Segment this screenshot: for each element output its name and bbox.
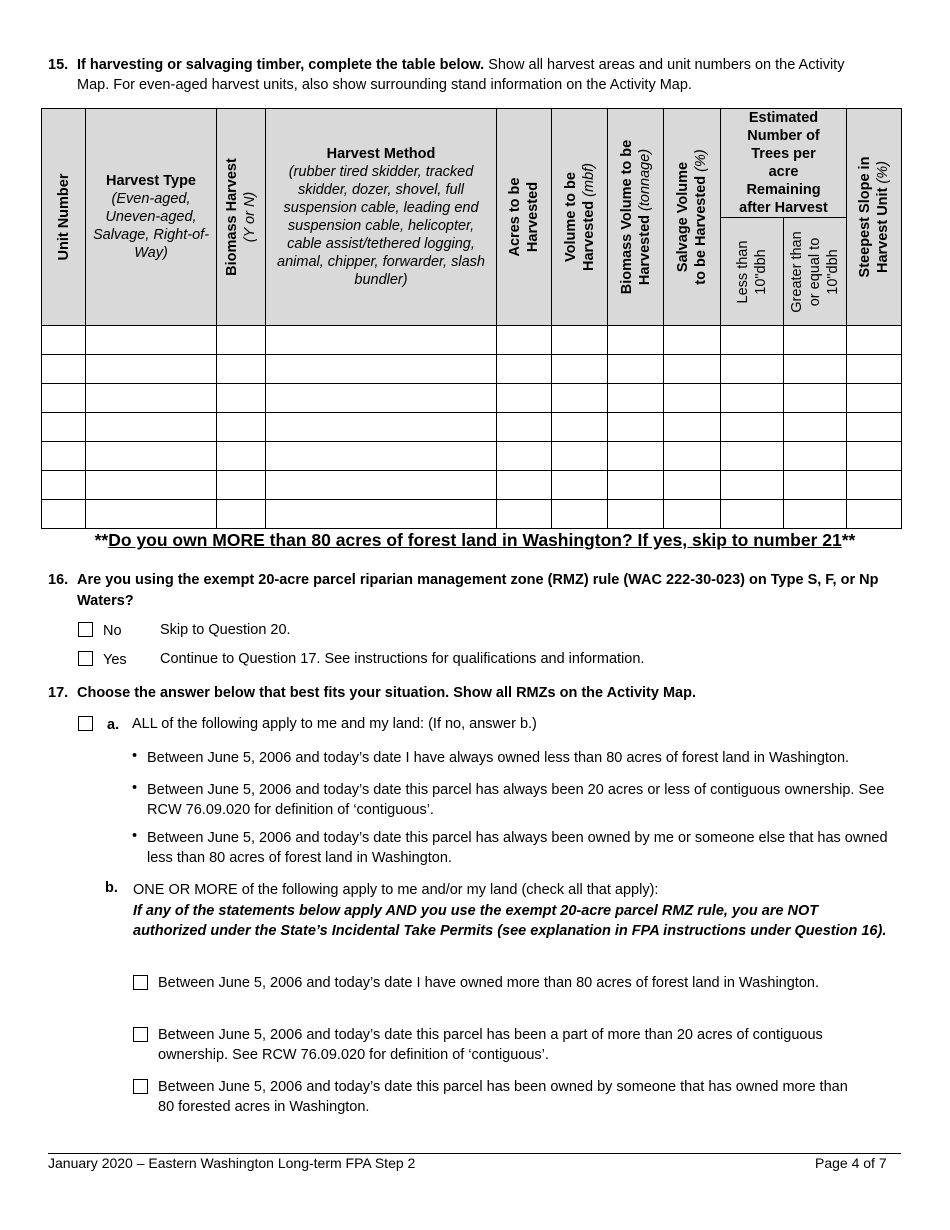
table-cell[interactable] [721,500,784,529]
table-cell[interactable] [42,413,86,442]
table-cell[interactable] [497,413,552,442]
table-cell[interactable] [608,326,664,355]
table-cell[interactable] [42,500,86,529]
q16-yes-checkbox[interactable] [78,651,93,666]
table-cell[interactable] [266,500,497,529]
table-cell[interactable] [266,326,497,355]
table-cell[interactable] [608,442,664,471]
col-trees-remaining: Estimated Number of Trees per acre Remaining after Harvest [721,109,847,218]
table-cell[interactable] [266,384,497,413]
table-cell[interactable] [608,500,664,529]
table-cell[interactable] [86,413,217,442]
question-15-text: Show all harvest areas and unit numbers on the Activity Map. For even-aged harvest units, also show surrounding stand information on the Activity Map. [77,57,845,93]
table-cell[interactable] [552,471,608,500]
q16-yes-option[interactable]: Yes [78,651,127,668]
q17-a-bullet: • Between June 5, 2006 and today’s date this parcel has always been owned by me or someone else that has owned less than 80 acres of forest land in Washington. [132,828,888,866]
table-cell[interactable] [664,355,721,384]
table-cell[interactable] [721,384,784,413]
table-cell[interactable] [552,500,608,529]
table-cell[interactable] [552,442,608,471]
q17-b-option[interactable]: Between June 5, 2006 and today’s date I have owned more than 80 acres of forest land in Washington. [133,973,853,993]
table-cell[interactable] [784,413,847,442]
question-15 [48,55,868,95]
table-cell[interactable] [784,471,847,500]
table-cell[interactable] [664,413,721,442]
table-cell[interactable] [217,471,266,500]
table-cell[interactable] [217,326,266,355]
table-cell[interactable] [552,355,608,384]
col-unit-number: Unit Number [42,109,86,326]
q17-b-option[interactable]: Between June 5, 2006 and today’s date this parcel has been owned by someone that has owned more than 80 forested acres in Washington. [133,1077,853,1117]
table-cell[interactable] [784,442,847,471]
table-cell[interactable] [721,326,784,355]
table-cell[interactable] [847,413,902,442]
table-cell[interactable] [664,500,721,529]
table-cell[interactable] [664,384,721,413]
question-17-text: Choose the answer below that best fits your situation. Show all RMZs on the Activity Map. [77,685,697,701]
table-cell[interactable] [608,384,664,413]
col-biomass-harvest: Biomass Harvest (Y or N) [217,109,266,326]
q17-a-checkbox[interactable] [78,716,93,731]
q16-no-checkbox[interactable] [78,622,93,637]
q17-a-option[interactable]: a. [78,716,119,733]
table-cell[interactable] [266,413,497,442]
table-cell[interactable] [86,326,217,355]
q16-no-option[interactable]: No [78,622,122,639]
table-cell[interactable] [664,442,721,471]
q17-b-text: ONE OR MORE of the following apply to me and/or my land (check all that apply): [133,882,659,898]
footer-divider [48,1153,901,1154]
table-cell[interactable] [847,471,902,500]
table-cell[interactable] [86,471,217,500]
col-biomass-volume: Biomass Volume to be Harvested (tonnage) [608,109,664,326]
table-cell[interactable] [42,326,86,355]
table-cell[interactable] [42,384,86,413]
question-15-number: 15. [48,57,69,73]
q17-b-block [133,880,893,942]
table-cell[interactable] [847,326,902,355]
table-cell[interactable] [497,471,552,500]
table-cell[interactable] [847,384,902,413]
col-acres: Acres to be Harvested [497,109,552,326]
table-cell[interactable] [784,500,847,529]
col-steepest-slope: Steepest Slope in Harvest Unit (%) [847,109,902,326]
col-volume: Volume to be Harvested (mbf) [552,109,608,326]
table-cell[interactable] [608,355,664,384]
table-cell[interactable] [42,471,86,500]
table-cell[interactable] [497,384,552,413]
q17-b-option-checkbox[interactable] [133,975,148,990]
page-number: Page 4 of 7 [815,1155,887,1171]
table-cell[interactable] [86,442,217,471]
q17-b-option[interactable]: Between June 5, 2006 and today’s date this parcel has been a part of more than 20 acres of contiguous ownership. See RCW 76.09.020 for definition of ‘contiguous’. [133,1025,853,1065]
table-cell[interactable] [552,384,608,413]
table-cell[interactable] [217,413,266,442]
question-16: 16. Are you using the exempt 20-acre parcel riparian management zone (RMZ) rule (WAC 222-30-023) on Type S, F, or Np Waters? [48,570,908,612]
table-cell[interactable] [721,413,784,442]
q16-no-instruction: Skip to Question 20. [160,622,291,638]
table-cell[interactable] [497,355,552,384]
question-16-text: Are you using the exempt 20-acre parcel riparian management zone (RMZ) rule (WAC 222-30-023) on Type S, F, or Np Waters? [77,572,879,609]
table-cell[interactable] [552,326,608,355]
table-cell[interactable] [217,384,266,413]
question-17: 17. Choose the answer below that best fits your situation. Show all RMZs on the Activity Map. [48,685,918,701]
table-cell[interactable] [266,355,497,384]
q17-b-warning: If any of the statements below apply AND you use the exempt 20-acre parcel RMZ rule, you are NOT authorized under the State’s Incidental Take Permits (see explanation in FPA instructions under Question 16). [133,902,887,939]
q17-a-bullet: • Between June 5, 2006 and today’s date I have always owned less than 80 acres of forest land in Washington. [132,748,850,766]
table-cell[interactable] [784,384,847,413]
table-row [42,500,902,529]
table-cell[interactable] [664,471,721,500]
table-cell[interactable] [86,384,217,413]
table-cell[interactable] [847,442,902,471]
q17-a-bullet: • Between June 5, 2006 and today’s date this parcel has always been 20 acres or less of contiguous ownership. See RCW 76.09.020 for definition of ‘contiguous’. [132,780,885,818]
col-salvage-volume: Salvage Volume to be Harvested (%) [664,109,721,326]
table-cell[interactable] [497,500,552,529]
q17-b-option-checkbox[interactable] [133,1079,148,1094]
table-cell[interactable] [266,442,497,471]
q16-yes-instruction: Continue to Question 17. See instructions for qualifications and information. [160,651,645,667]
question-15-bold-text: If harvesting or salvaging timber, complete the table below. [77,57,485,73]
table-row [42,384,902,413]
table-cell[interactable] [784,326,847,355]
col-harvest-method: Harvest Method (rubber tired skidder, tracked skidder, dozer, shovel, full suspension cable, leading end suspension cable, helicopter, cable assist/tethered logging, animal, chipper, forwarder, slash bundler) [266,109,497,326]
q17-a-text: ALL of the following apply to me and my land: (If no, answer b.) [132,716,537,732]
table-cell[interactable] [847,355,902,384]
table-cell[interactable] [217,442,266,471]
footer-title: January 2020 – Eastern Washington Long-term FPA Step 2 [48,1155,416,1171]
table-cell[interactable] [217,500,266,529]
table-cell[interactable] [497,326,552,355]
table-cell[interactable] [608,413,664,442]
table-cell[interactable] [847,500,902,529]
table-cell[interactable] [552,413,608,442]
table-cell[interactable] [86,500,217,529]
table-row [42,471,902,500]
q17-b-letter: b. [105,880,118,896]
table-cell[interactable] [217,355,266,384]
table-cell[interactable] [721,355,784,384]
q17-b-option-checkbox[interactable] [133,1027,148,1042]
table-row [42,442,902,471]
table-row [42,326,902,355]
table-cell[interactable] [784,355,847,384]
table-cell[interactable] [86,355,217,384]
table-cell[interactable] [266,471,497,500]
table-cell[interactable] [608,471,664,500]
table-cell[interactable] [664,326,721,355]
table-cell[interactable] [721,442,784,471]
ownership-notice: **Do you own MORE than 80 acres of forest land in Washington? If yes, skip to number 21** [94,530,856,550]
table-cell[interactable] [42,355,86,384]
table-cell[interactable] [42,442,86,471]
table-row [42,413,902,442]
table-row [42,355,902,384]
table-cell[interactable] [721,471,784,500]
col-less-than-10-dbh: Less than 10"dbh [721,218,784,326]
col-harvest-type: Harvest Type (Even-aged, Uneven-aged, Salvage, Right-of-Way) [86,109,217,326]
col-greater-than-10-dbh: Greater than or equal to 10"dbh [784,218,847,326]
ownership-notice-text: Do you own MORE than 80 acres of forest land in Washington? If yes, skip to number 21 [108,530,842,550]
harvest-table [41,108,902,529]
table-cell[interactable] [497,442,552,471]
